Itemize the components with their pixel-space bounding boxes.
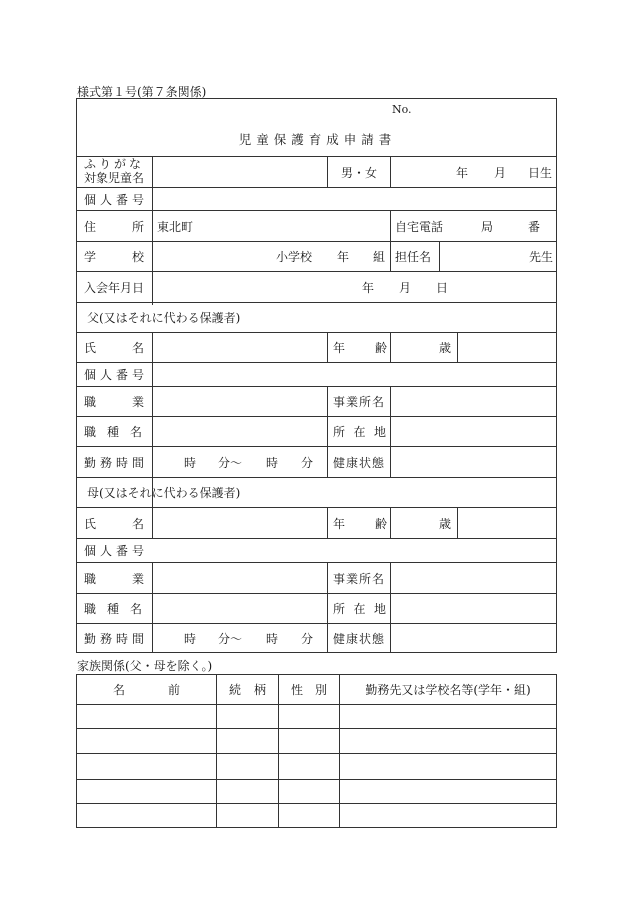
father-workplace-label: 事業所名 bbox=[333, 395, 386, 409]
homeroom-teacher-label: 担任名 bbox=[395, 250, 432, 264]
target-child-name-label: 対象児童名 bbox=[84, 171, 145, 185]
mother-section-heading: 母(又はそれに代わる保護者) bbox=[87, 486, 241, 500]
sex-selector[interactable]: 男・女 bbox=[340, 165, 377, 180]
family-table bbox=[76, 674, 557, 828]
father-age-unit: 歳 bbox=[439, 341, 452, 355]
birth-month-label: 月 bbox=[494, 165, 507, 180]
mother-name-field[interactable] bbox=[153, 508, 327, 538]
mother-start-minute: 分〜 bbox=[218, 632, 243, 646]
phone-exchange-label: 局 bbox=[481, 219, 494, 234]
father-age-label: 年 齢 bbox=[333, 341, 387, 355]
father-name-label: 氏 名 bbox=[84, 341, 144, 355]
mother-occupation-label: 職 業 bbox=[84, 571, 144, 586]
mother-workplace-label: 事業所名 bbox=[333, 571, 386, 586]
form-title: 児童保護育成申請書 bbox=[238, 132, 397, 147]
join-day-label: 日 bbox=[436, 280, 449, 295]
mother-individual-number-label: 個 人 番 号 bbox=[84, 544, 144, 558]
family-row[interactable] bbox=[77, 754, 556, 779]
father-work-hours-label: 勤 務 時 間 bbox=[84, 455, 144, 470]
join-month-label: 月 bbox=[399, 280, 412, 295]
father-occupation-label: 職 業 bbox=[84, 395, 144, 409]
family-section-heading: 家族関係(父・母を除く。) bbox=[77, 659, 213, 673]
elementary-school-label: 小学校 bbox=[276, 250, 313, 264]
father-start-minute: 分〜 bbox=[218, 455, 243, 470]
father-health-label: 健康状態 bbox=[333, 455, 386, 470]
class-label: 組 bbox=[373, 250, 386, 264]
family-col-sex: 性 別 bbox=[291, 683, 327, 697]
mother-end-minute: 分 bbox=[301, 632, 314, 646]
child-individual-number-field[interactable] bbox=[153, 188, 556, 210]
mother-location-label: 所 在 地 bbox=[333, 602, 386, 616]
family-row[interactable] bbox=[77, 780, 556, 803]
family-row[interactable] bbox=[77, 729, 556, 753]
address-label: 住 所 bbox=[84, 219, 144, 234]
family-col-workplace-school: 勤務先又は学校名等(学年・組) bbox=[365, 683, 531, 697]
number-label: No. bbox=[392, 103, 412, 116]
mother-start-hour: 時 bbox=[184, 632, 197, 646]
mother-individual-number-field[interactable] bbox=[153, 539, 556, 562]
mother-age-label: 年 齢 bbox=[333, 516, 387, 531]
join-date-label: 入会年月日 bbox=[84, 280, 145, 295]
birth-year-label: 年 bbox=[456, 165, 469, 180]
home-phone-label: 自宅電話 bbox=[395, 219, 444, 234]
father-end-minute: 分 bbox=[301, 455, 314, 470]
child-individual-number-label: 個 人 番 号 bbox=[84, 192, 144, 207]
father-individual-number-field[interactable] bbox=[153, 363, 556, 386]
mother-age-unit: 歳 bbox=[439, 516, 452, 531]
birth-day-label: 日生 bbox=[528, 165, 553, 180]
father-individual-number-label: 個 人 番 号 bbox=[84, 368, 144, 382]
family-col-relationship: 続 柄 bbox=[229, 683, 266, 697]
grade-label: 年 bbox=[337, 250, 350, 264]
family-col-name: 名 前 bbox=[113, 683, 180, 697]
address-field[interactable]: 東北町 bbox=[157, 219, 194, 234]
family-row[interactable] bbox=[77, 804, 556, 827]
father-start-hour: 時 bbox=[184, 455, 197, 470]
form-number-label: 様式第１号(第７条関係) bbox=[77, 85, 207, 99]
father-end-hour: 時 bbox=[266, 455, 279, 470]
family-row[interactable] bbox=[77, 705, 556, 728]
mother-end-hour: 時 bbox=[266, 632, 279, 646]
father-location-label: 所 在 地 bbox=[333, 425, 386, 439]
phone-number-label: 番 bbox=[528, 219, 541, 234]
join-year-label: 年 bbox=[362, 280, 375, 295]
father-section-heading: 父(又はそれに代わる保護者) bbox=[87, 311, 241, 325]
application-form bbox=[76, 98, 557, 653]
mother-health-label: 健康状態 bbox=[333, 632, 386, 646]
teacher-suffix-label: 先生 bbox=[529, 250, 554, 264]
mother-work-hours-label: 勤 務 時 間 bbox=[84, 632, 144, 646]
mother-name-label: 氏 名 bbox=[84, 516, 144, 531]
father-job-type-label: 職 種 名 bbox=[84, 425, 142, 439]
child-name-field[interactable] bbox=[153, 157, 327, 187]
mother-job-type-label: 職 種 名 bbox=[84, 602, 142, 616]
furigana-label: ふ り が な bbox=[84, 157, 145, 171]
father-name-field[interactable] bbox=[153, 333, 327, 362]
school-label: 学 校 bbox=[84, 250, 144, 264]
